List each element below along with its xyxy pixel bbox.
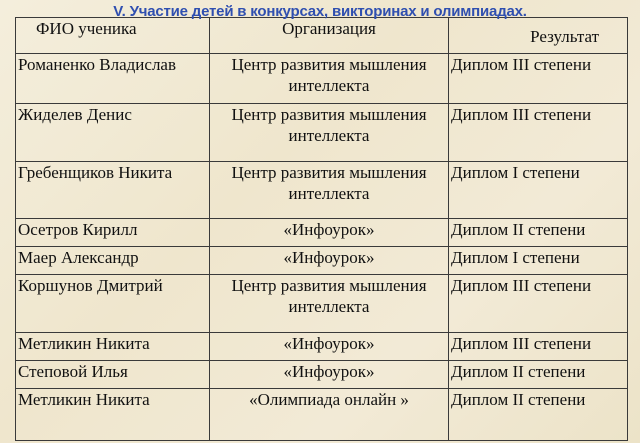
table-row (16, 162, 628, 219)
header-organization: Организация (282, 19, 376, 38)
organization: «Олимпиада онлайн » (210, 389, 449, 441)
organization: Центр развития мышления интеллекта (210, 162, 449, 219)
organization: «Инфоурок» (210, 219, 449, 247)
table-row (16, 275, 628, 333)
result: Диплом I степени (449, 247, 628, 275)
student-name: Метликин Никита (16, 389, 210, 441)
student-name: Коршунов Дмитрий (16, 275, 210, 333)
header-result-cell (449, 18, 628, 54)
result: Диплом III степени (449, 104, 628, 162)
organization: Центр развития мышления интеллекта (210, 275, 449, 333)
table-row (16, 247, 628, 275)
result: Диплом III степени (449, 275, 628, 333)
result: Диплом II степени (449, 361, 628, 389)
organization: Центр развития мышления интеллекта (210, 104, 449, 162)
table-row (16, 219, 628, 247)
result: Диплом II степени (449, 219, 628, 247)
result: Диплом III степени (449, 333, 628, 361)
result: Диплом III степени (449, 54, 628, 104)
result: Диплом I степени (449, 162, 628, 219)
header-name-cell (16, 18, 210, 54)
header-organization-cell (210, 18, 449, 54)
student-name: Гребенщиков Никита (16, 162, 210, 219)
student-name: Осетров Кирилл (16, 219, 210, 247)
table-row (16, 389, 628, 441)
student-name: Жиделев Денис (16, 104, 210, 162)
organization: Центр развития мышления интеллекта (210, 54, 449, 104)
student-name: Маер Александр (16, 247, 210, 275)
table-header-row (16, 18, 628, 54)
table-row (16, 333, 628, 361)
result: Диплом II степени (449, 389, 628, 441)
student-name: Степовой Илья (16, 361, 210, 389)
results-table (15, 17, 628, 441)
table-row (16, 361, 628, 389)
header-name: ФИО ученика (36, 19, 137, 38)
student-name: Романенко Владислав (16, 54, 210, 104)
student-name: Метликин Никита (16, 333, 210, 361)
header-result: Результат (530, 27, 599, 46)
table-row (16, 104, 628, 162)
organization: «Инфоурок» (210, 361, 449, 389)
organization: «Инфоурок» (210, 247, 449, 275)
organization: «Инфоурок» (210, 333, 449, 361)
table-row (16, 54, 628, 104)
slide-title: V. Участие детей в конкурсах, викторинах и олимпиадах. (113, 3, 527, 20)
